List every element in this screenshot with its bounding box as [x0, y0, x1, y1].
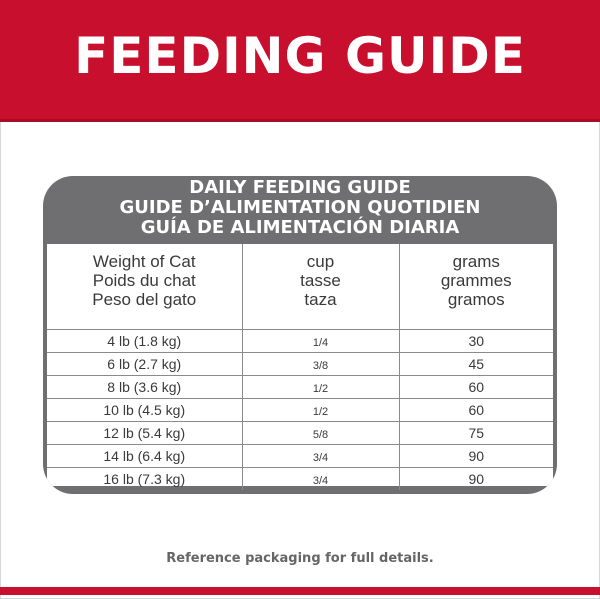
grams-cell: 90 [399, 445, 553, 468]
grams-cell: 60 [399, 376, 553, 399]
feeding-table [47, 244, 553, 490]
cup-cell [242, 468, 399, 491]
column-header-label-en: cup [306, 252, 335, 271]
weight-cell: 8 lb (3.6 kg) [47, 376, 242, 399]
feeding-guide-panel [43, 176, 557, 494]
table-row [47, 399, 553, 422]
cup-fraction: 3/4 [312, 475, 329, 487]
page-title: FEEDING GUIDE [74, 27, 526, 85]
feeding-table-container [47, 244, 553, 486]
column-header-label-es: taza [304, 290, 337, 309]
column-header-label-es: gramos [447, 290, 505, 309]
table-row [47, 445, 553, 468]
table-row [47, 468, 553, 491]
cup-fraction: 1/2 [312, 383, 329, 395]
grams-cell: 45 [399, 353, 553, 376]
title-banner [0, 0, 600, 122]
cup-fraction: 3/8 [312, 360, 329, 372]
cup-cell [242, 445, 399, 468]
column-header-label-es: Peso del gato [92, 290, 197, 309]
weight-cell: 12 lb (5.4 kg) [47, 422, 242, 445]
grams-cell: 30 [399, 330, 553, 353]
guide-heading-es: GUÍA DE ALIMENTACIÓN DIARIA [140, 217, 460, 238]
weight-cell: 6 lb (2.7 kg) [47, 353, 242, 376]
cup-cell [242, 422, 399, 445]
column-header-grams [399, 244, 553, 330]
table-row [47, 330, 553, 353]
guide-heading-fr: GUIDE D’ALIMENTATION QUOTIDIEN [119, 197, 481, 218]
weight-cell: 10 lb (4.5 kg) [47, 399, 242, 422]
column-header-label-fr: tasse [300, 271, 341, 290]
cup-cell [242, 399, 399, 422]
column-header-cup [242, 244, 399, 330]
column-header-label-en: grams [452, 252, 500, 271]
cup-fraction: 1/2 [312, 406, 329, 418]
table-row [47, 376, 553, 399]
weight-cell: 14 lb (6.4 kg) [47, 445, 242, 468]
table-row [47, 422, 553, 445]
cup-cell [242, 353, 399, 376]
column-header-weight [47, 244, 242, 330]
cup-cell [242, 330, 399, 353]
table-row [47, 353, 553, 376]
weight-cell: 4 lb (1.8 kg) [47, 330, 242, 353]
cup-fraction: 1/4 [312, 337, 329, 349]
cup-fraction: 3/4 [312, 452, 329, 464]
bottom-divider [0, 587, 600, 595]
cup-fraction: 5/8 [312, 429, 329, 441]
reference-note: Reference packaging for full details. [166, 551, 434, 566]
guide-heading [43, 178, 557, 238]
grams-cell: 60 [399, 399, 553, 422]
table-header-row [47, 244, 553, 330]
grams-cell: 75 [399, 422, 553, 445]
weight-cell: 16 lb (7.3 kg) [47, 468, 242, 491]
guide-heading-en: DAILY FEEDING GUIDE [189, 177, 411, 198]
column-header-label-fr: Poids du chat [92, 271, 196, 290]
cup-cell [242, 376, 399, 399]
column-header-label-fr: grammes [440, 271, 512, 290]
column-header-label-en: Weight of Cat [92, 252, 196, 271]
grams-cell: 90 [468, 471, 485, 487]
